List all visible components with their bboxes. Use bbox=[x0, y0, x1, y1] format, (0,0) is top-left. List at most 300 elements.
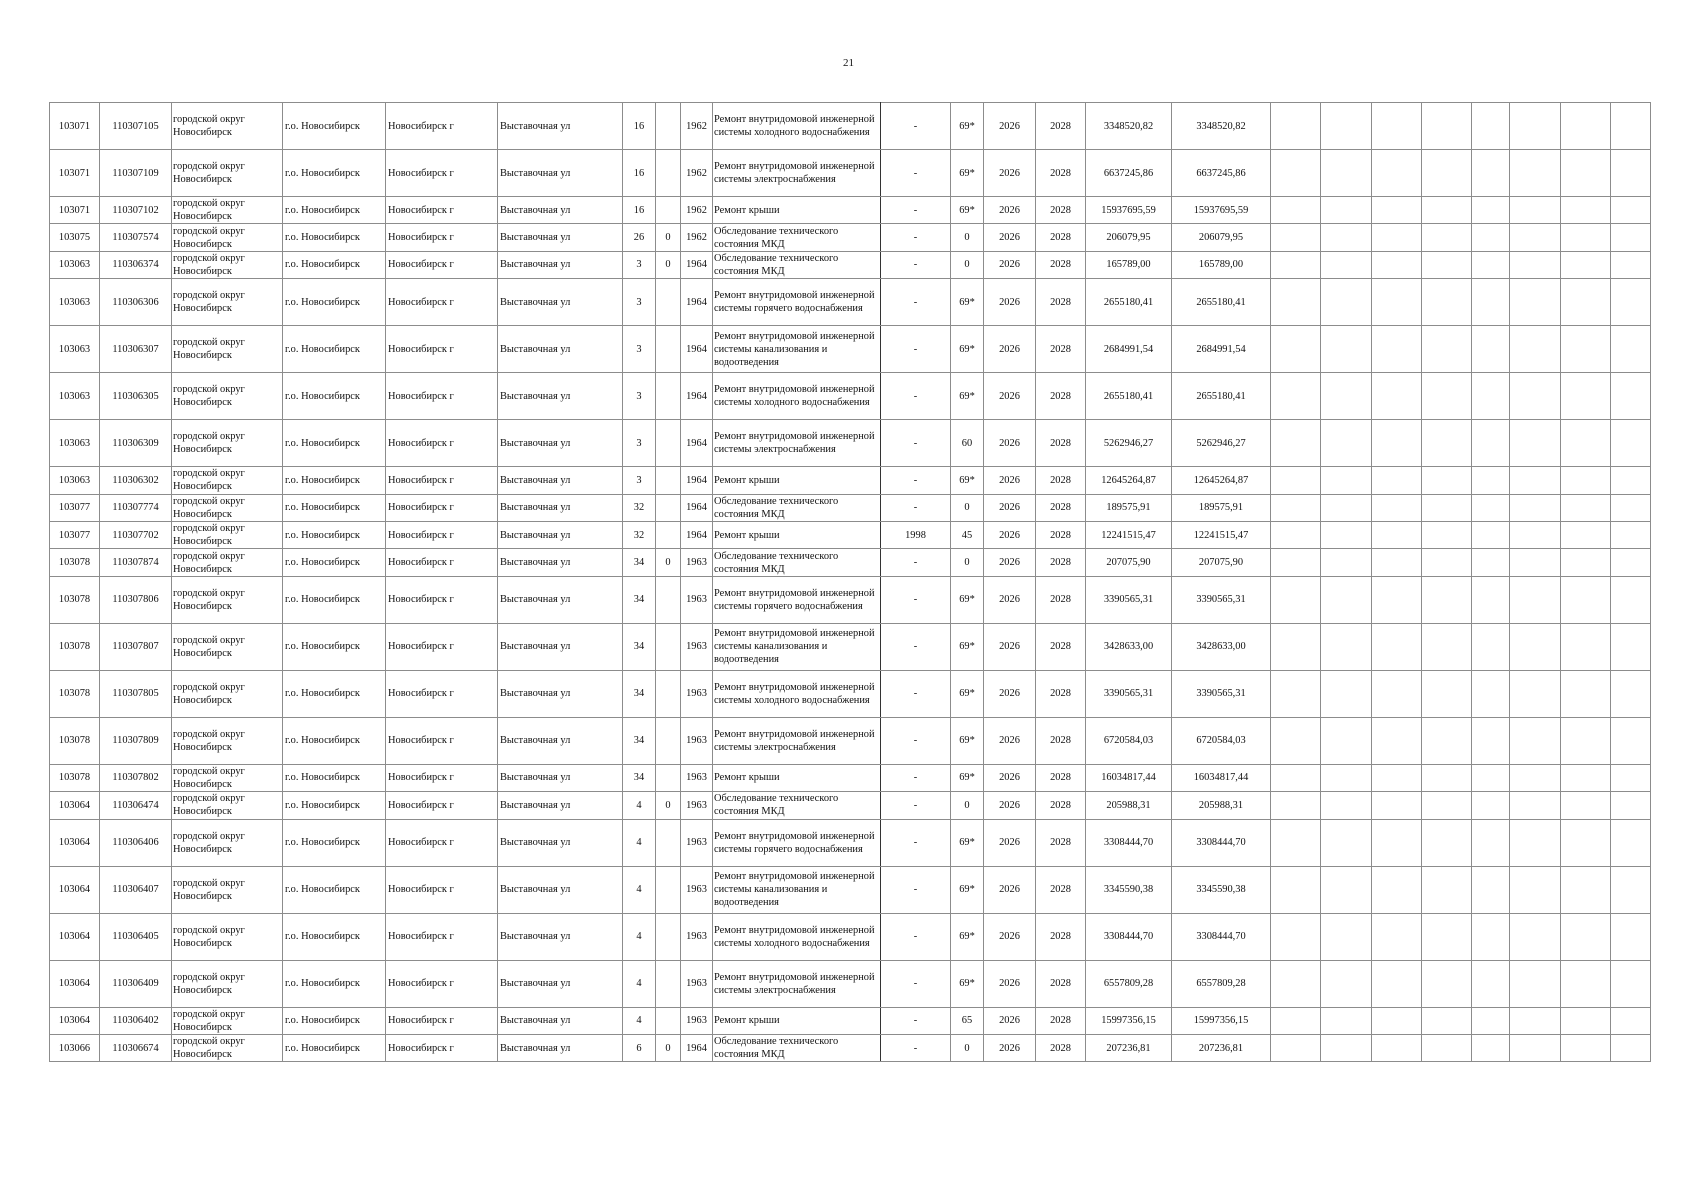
cell-district: городской округ Новосибирск bbox=[172, 792, 283, 819]
cell-building bbox=[656, 279, 681, 326]
cell-empty bbox=[1510, 224, 1561, 251]
cell-empty bbox=[1422, 866, 1472, 913]
cell-empty bbox=[1561, 792, 1611, 819]
cell-plan-year-from: 2026 bbox=[984, 373, 1036, 420]
cell-previous-repair-year: - bbox=[881, 913, 951, 960]
cell-municipality: г.о. Новосибирск bbox=[283, 494, 386, 521]
cell-record-id: 103064 bbox=[50, 1007, 100, 1034]
cell-wear-percent: 69* bbox=[951, 467, 984, 494]
cell-build-year: 1962 bbox=[681, 103, 713, 150]
cell-city: Новосибирск г bbox=[386, 103, 498, 150]
cell-municipality: г.о. Новосибирск bbox=[283, 150, 386, 197]
cell-district: городской округ Новосибирск bbox=[172, 576, 283, 623]
cell-plan-year-from: 2026 bbox=[984, 494, 1036, 521]
cell-plan-year-from: 2026 bbox=[984, 197, 1036, 224]
cell-cost: 2655180,41 bbox=[1086, 279, 1172, 326]
cell-build-year: 1963 bbox=[681, 717, 713, 764]
cell-empty bbox=[1611, 1007, 1651, 1034]
cell-cost: 3390565,31 bbox=[1086, 670, 1172, 717]
cell-house: 34 bbox=[623, 576, 656, 623]
cell-work-type: Ремонт внутридомовой инженерной системы канализования и водоотведения bbox=[713, 623, 881, 670]
cell-plan-year-to: 2028 bbox=[1036, 1007, 1086, 1034]
cell-empty bbox=[1422, 576, 1472, 623]
cell-wear-percent: 0 bbox=[951, 549, 984, 576]
cell-previous-repair-year: - bbox=[881, 197, 951, 224]
cell-house: 3 bbox=[623, 326, 656, 373]
cell-house: 6 bbox=[623, 1034, 656, 1061]
cell-empty bbox=[1422, 623, 1472, 670]
cell-street: Выставочная ул bbox=[498, 913, 623, 960]
cell-wear-percent: 69* bbox=[951, 150, 984, 197]
cell-empty bbox=[1271, 549, 1321, 576]
cell-empty bbox=[1472, 960, 1510, 1007]
cell-city: Новосибирск г bbox=[386, 420, 498, 467]
cell-build-year: 1963 bbox=[681, 764, 713, 791]
table-row bbox=[50, 373, 1651, 420]
cell-municipality: г.о. Новосибирск bbox=[283, 251, 386, 278]
cell-wear-percent: 69* bbox=[951, 960, 984, 1007]
cell-house: 3 bbox=[623, 279, 656, 326]
cell-empty bbox=[1372, 1007, 1422, 1034]
cell-building bbox=[656, 521, 681, 548]
cell-empty bbox=[1611, 1034, 1651, 1061]
cell-empty bbox=[1510, 764, 1561, 791]
cell-street: Выставочная ул bbox=[498, 251, 623, 278]
cell-empty bbox=[1561, 103, 1611, 150]
cell-build-year: 1963 bbox=[681, 913, 713, 960]
table-row bbox=[50, 670, 1651, 717]
cell-empty bbox=[1372, 420, 1422, 467]
cell-empty bbox=[1510, 197, 1561, 224]
cell-build-year: 1963 bbox=[681, 866, 713, 913]
cell-street: Выставочная ул bbox=[498, 1007, 623, 1034]
cell-municipality: г.о. Новосибирск bbox=[283, 670, 386, 717]
cell-district: городской округ Новосибирск bbox=[172, 521, 283, 548]
cell-work-type: Ремонт внутридомовой инженерной системы канализования и водоотведения bbox=[713, 866, 881, 913]
cell-work-type: Ремонт внутридомовой инженерной системы электроснабжения bbox=[713, 420, 881, 467]
cell-building bbox=[656, 960, 681, 1007]
cell-empty bbox=[1321, 521, 1372, 548]
cell-empty bbox=[1271, 251, 1321, 278]
cell-wear-percent: 69* bbox=[951, 623, 984, 670]
cell-work-type: Обследование технического состояния МКД bbox=[713, 549, 881, 576]
cell-district: городской округ Новосибирск bbox=[172, 326, 283, 373]
cell-plan-year-to: 2028 bbox=[1036, 960, 1086, 1007]
cell-empty bbox=[1271, 224, 1321, 251]
cell-empty bbox=[1472, 1007, 1510, 1034]
cell-empty bbox=[1372, 1034, 1422, 1061]
cell-empty bbox=[1472, 251, 1510, 278]
cell-empty bbox=[1561, 373, 1611, 420]
cell-work-code: 110307805 bbox=[100, 670, 172, 717]
cell-empty bbox=[1472, 623, 1510, 670]
cell-build-year: 1963 bbox=[681, 1007, 713, 1034]
cell-work-code: 110307109 bbox=[100, 150, 172, 197]
cell-empty bbox=[1321, 494, 1372, 521]
cell-city: Новосибирск г bbox=[386, 373, 498, 420]
cell-empty bbox=[1561, 866, 1611, 913]
cell-city: Новосибирск г bbox=[386, 717, 498, 764]
cell-city: Новосибирск г bbox=[386, 467, 498, 494]
cell-plan-year-from: 2026 bbox=[984, 279, 1036, 326]
cell-street: Выставочная ул bbox=[498, 764, 623, 791]
cell-record-id: 103071 bbox=[50, 197, 100, 224]
cell-house: 3 bbox=[623, 420, 656, 467]
cell-work-type: Ремонт внутридомовой инженерной системы холодного водоснабжения bbox=[713, 373, 881, 420]
cell-plan-year-from: 2026 bbox=[984, 792, 1036, 819]
cell-house: 32 bbox=[623, 494, 656, 521]
cell-record-id: 103071 bbox=[50, 150, 100, 197]
cell-cost: 3348520,82 bbox=[1086, 103, 1172, 150]
cell-empty bbox=[1510, 549, 1561, 576]
cell-empty bbox=[1321, 224, 1372, 251]
cell-total-cost: 189575,91 bbox=[1172, 494, 1271, 521]
cell-building bbox=[656, 373, 681, 420]
cell-empty bbox=[1321, 576, 1372, 623]
table-row bbox=[50, 576, 1651, 623]
cell-work-code: 110306402 bbox=[100, 1007, 172, 1034]
cell-plan-year-from: 2026 bbox=[984, 866, 1036, 913]
cell-building bbox=[656, 717, 681, 764]
cell-record-id: 103064 bbox=[50, 913, 100, 960]
cell-work-code: 110306374 bbox=[100, 251, 172, 278]
cell-previous-repair-year: - bbox=[881, 819, 951, 866]
cell-district: городской округ Новосибирск bbox=[172, 549, 283, 576]
cell-empty bbox=[1561, 819, 1611, 866]
cell-building: 0 bbox=[656, 224, 681, 251]
table-row bbox=[50, 549, 1651, 576]
cell-empty bbox=[1321, 279, 1372, 326]
cell-cost: 12645264,87 bbox=[1086, 467, 1172, 494]
cell-empty bbox=[1472, 819, 1510, 866]
cell-municipality: г.о. Новосибирск bbox=[283, 521, 386, 548]
cell-empty bbox=[1510, 623, 1561, 670]
cell-empty bbox=[1611, 420, 1651, 467]
cell-empty bbox=[1422, 913, 1472, 960]
cell-plan-year-to: 2028 bbox=[1036, 224, 1086, 251]
cell-empty bbox=[1422, 494, 1472, 521]
cell-empty bbox=[1510, 326, 1561, 373]
cell-street: Выставочная ул bbox=[498, 866, 623, 913]
table-row bbox=[50, 420, 1651, 467]
cell-city: Новосибирск г bbox=[386, 279, 498, 326]
cell-total-cost: 205988,31 bbox=[1172, 792, 1271, 819]
cell-build-year: 1963 bbox=[681, 792, 713, 819]
cell-house: 4 bbox=[623, 913, 656, 960]
cell-city: Новосибирск г bbox=[386, 1007, 498, 1034]
cell-previous-repair-year: - bbox=[881, 866, 951, 913]
cell-city: Новосибирск г bbox=[386, 1034, 498, 1061]
cell-empty bbox=[1372, 197, 1422, 224]
cell-total-cost: 3390565,31 bbox=[1172, 576, 1271, 623]
cell-empty bbox=[1611, 764, 1651, 791]
cell-plan-year-from: 2026 bbox=[984, 420, 1036, 467]
cell-district: городской округ Новосибирск bbox=[172, 866, 283, 913]
cell-empty bbox=[1372, 792, 1422, 819]
cell-district: городской округ Новосибирск bbox=[172, 623, 283, 670]
cell-cost: 207075,90 bbox=[1086, 549, 1172, 576]
cell-empty bbox=[1321, 467, 1372, 494]
cell-empty bbox=[1422, 1034, 1472, 1061]
cell-previous-repair-year: - bbox=[881, 960, 951, 1007]
cell-previous-repair-year: - bbox=[881, 764, 951, 791]
cell-street: Выставочная ул bbox=[498, 792, 623, 819]
cell-work-code: 110306306 bbox=[100, 279, 172, 326]
cell-build-year: 1962 bbox=[681, 224, 713, 251]
cell-record-id: 103078 bbox=[50, 764, 100, 791]
cell-previous-repair-year: - bbox=[881, 1007, 951, 1034]
cell-total-cost: 3308444,70 bbox=[1172, 913, 1271, 960]
cell-wear-percent: 69* bbox=[951, 197, 984, 224]
cell-empty bbox=[1611, 103, 1651, 150]
cell-empty bbox=[1372, 549, 1422, 576]
cell-plan-year-to: 2028 bbox=[1036, 913, 1086, 960]
cell-cost: 3390565,31 bbox=[1086, 576, 1172, 623]
table-row bbox=[50, 623, 1651, 670]
cell-wear-percent: 0 bbox=[951, 494, 984, 521]
cell-work-type: Ремонт внутридомовой инженерной системы электроснабжения bbox=[713, 960, 881, 1007]
cell-total-cost: 3308444,70 bbox=[1172, 819, 1271, 866]
cell-empty bbox=[1561, 521, 1611, 548]
cell-empty bbox=[1422, 819, 1472, 866]
cell-empty bbox=[1321, 420, 1372, 467]
cell-record-id: 103078 bbox=[50, 549, 100, 576]
table-row bbox=[50, 764, 1651, 791]
cell-cost: 205988,31 bbox=[1086, 792, 1172, 819]
cell-empty bbox=[1472, 197, 1510, 224]
table-row bbox=[50, 866, 1651, 913]
cell-empty bbox=[1510, 467, 1561, 494]
cell-district: городской округ Новосибирск bbox=[172, 251, 283, 278]
cell-empty bbox=[1321, 103, 1372, 150]
cell-district: городской округ Новосибирск bbox=[172, 467, 283, 494]
cell-empty bbox=[1472, 521, 1510, 548]
cell-empty bbox=[1422, 373, 1472, 420]
cell-previous-repair-year: 1998 bbox=[881, 521, 951, 548]
cell-record-id: 103077 bbox=[50, 494, 100, 521]
cell-previous-repair-year: - bbox=[881, 792, 951, 819]
cell-work-code: 110306307 bbox=[100, 326, 172, 373]
cell-municipality: г.о. Новосибирск bbox=[283, 197, 386, 224]
cell-empty bbox=[1321, 623, 1372, 670]
cell-empty bbox=[1472, 792, 1510, 819]
cell-plan-year-from: 2026 bbox=[984, 224, 1036, 251]
cell-empty bbox=[1271, 819, 1321, 866]
cell-empty bbox=[1321, 1007, 1372, 1034]
cell-record-id: 103064 bbox=[50, 960, 100, 1007]
cell-plan-year-from: 2026 bbox=[984, 623, 1036, 670]
cell-record-id: 103063 bbox=[50, 326, 100, 373]
cell-previous-repair-year: - bbox=[881, 373, 951, 420]
cell-empty bbox=[1372, 279, 1422, 326]
cell-build-year: 1964 bbox=[681, 494, 713, 521]
cell-build-year: 1963 bbox=[681, 819, 713, 866]
cell-total-cost: 3428633,00 bbox=[1172, 623, 1271, 670]
cell-record-id: 103063 bbox=[50, 373, 100, 420]
cell-build-year: 1963 bbox=[681, 623, 713, 670]
cell-wear-percent: 69* bbox=[951, 866, 984, 913]
cell-previous-repair-year: - bbox=[881, 326, 951, 373]
cell-empty bbox=[1472, 576, 1510, 623]
cell-work-code: 110306406 bbox=[100, 819, 172, 866]
cell-wear-percent: 69* bbox=[951, 764, 984, 791]
cell-work-code: 110307874 bbox=[100, 549, 172, 576]
cell-work-type: Ремонт крыши bbox=[713, 1007, 881, 1034]
cell-record-id: 103063 bbox=[50, 279, 100, 326]
table-row bbox=[50, 150, 1651, 197]
table-row bbox=[50, 326, 1651, 373]
cell-empty bbox=[1561, 279, 1611, 326]
cell-district: городской округ Новосибирск bbox=[172, 494, 283, 521]
cell-house: 16 bbox=[623, 103, 656, 150]
cell-wear-percent: 69* bbox=[951, 670, 984, 717]
cell-empty bbox=[1321, 549, 1372, 576]
cell-empty bbox=[1321, 197, 1372, 224]
cell-city: Новосибирск г bbox=[386, 549, 498, 576]
cell-city: Новосибирск г bbox=[386, 197, 498, 224]
cell-empty bbox=[1271, 1007, 1321, 1034]
cell-street: Выставочная ул bbox=[498, 1034, 623, 1061]
cell-empty bbox=[1271, 866, 1321, 913]
cell-municipality: г.о. Новосибирск bbox=[283, 373, 386, 420]
cell-plan-year-from: 2026 bbox=[984, 326, 1036, 373]
cell-empty bbox=[1472, 549, 1510, 576]
cell-build-year: 1964 bbox=[681, 420, 713, 467]
cell-empty bbox=[1472, 326, 1510, 373]
cell-record-id: 103078 bbox=[50, 623, 100, 670]
cell-previous-repair-year: - bbox=[881, 623, 951, 670]
table-row bbox=[50, 467, 1651, 494]
cell-total-cost: 3390565,31 bbox=[1172, 670, 1271, 717]
cell-work-code: 110306405 bbox=[100, 913, 172, 960]
cell-street: Выставочная ул bbox=[498, 960, 623, 1007]
cell-empty bbox=[1271, 623, 1321, 670]
cell-plan-year-from: 2026 bbox=[984, 764, 1036, 791]
cell-empty bbox=[1611, 251, 1651, 278]
cell-empty bbox=[1372, 764, 1422, 791]
cell-district: городской округ Новосибирск bbox=[172, 913, 283, 960]
cell-empty bbox=[1561, 717, 1611, 764]
cell-plan-year-from: 2026 bbox=[984, 103, 1036, 150]
cell-plan-year-to: 2028 bbox=[1036, 866, 1086, 913]
cell-street: Выставочная ул bbox=[498, 224, 623, 251]
cell-total-cost: 6557809,28 bbox=[1172, 960, 1271, 1007]
cell-previous-repair-year: - bbox=[881, 1034, 951, 1061]
cell-city: Новосибирск г bbox=[386, 224, 498, 251]
cell-work-code: 110307102 bbox=[100, 197, 172, 224]
cell-work-code: 110307774 bbox=[100, 494, 172, 521]
cell-empty bbox=[1422, 224, 1472, 251]
cell-cost: 2655180,41 bbox=[1086, 373, 1172, 420]
cell-plan-year-to: 2028 bbox=[1036, 1034, 1086, 1061]
cell-empty bbox=[1321, 326, 1372, 373]
cell-building bbox=[656, 467, 681, 494]
cell-empty bbox=[1321, 913, 1372, 960]
cell-empty bbox=[1422, 420, 1472, 467]
cell-work-type: Ремонт внутридомовой инженерной системы холодного водоснабжения bbox=[713, 670, 881, 717]
cell-total-cost: 206079,95 bbox=[1172, 224, 1271, 251]
cell-empty bbox=[1561, 224, 1611, 251]
cell-house: 32 bbox=[623, 521, 656, 548]
cell-empty bbox=[1561, 197, 1611, 224]
cell-cost: 189575,91 bbox=[1086, 494, 1172, 521]
cell-empty bbox=[1271, 279, 1321, 326]
cell-wear-percent: 65 bbox=[951, 1007, 984, 1034]
cell-plan-year-to: 2028 bbox=[1036, 764, 1086, 791]
cell-cost: 6720584,03 bbox=[1086, 717, 1172, 764]
cell-plan-year-from: 2026 bbox=[984, 670, 1036, 717]
cell-empty bbox=[1271, 521, 1321, 548]
cell-empty bbox=[1372, 960, 1422, 1007]
cell-total-cost: 12645264,87 bbox=[1172, 467, 1271, 494]
table-row bbox=[50, 103, 1651, 150]
cell-plan-year-to: 2028 bbox=[1036, 103, 1086, 150]
cell-total-cost: 3348520,82 bbox=[1172, 103, 1271, 150]
cell-district: городской округ Новосибирск bbox=[172, 819, 283, 866]
cell-street: Выставочная ул bbox=[498, 549, 623, 576]
capital-repair-table bbox=[49, 102, 1651, 1062]
cell-empty bbox=[1472, 670, 1510, 717]
cell-building bbox=[656, 326, 681, 373]
cell-previous-repair-year: - bbox=[881, 576, 951, 623]
cell-empty bbox=[1271, 913, 1321, 960]
cell-cost: 16034817,44 bbox=[1086, 764, 1172, 791]
cell-empty bbox=[1422, 197, 1472, 224]
cell-empty bbox=[1271, 960, 1321, 1007]
cell-empty bbox=[1611, 549, 1651, 576]
cell-city: Новосибирск г bbox=[386, 521, 498, 548]
cell-street: Выставочная ул bbox=[498, 373, 623, 420]
cell-previous-repair-year: - bbox=[881, 494, 951, 521]
cell-build-year: 1962 bbox=[681, 150, 713, 197]
cell-empty bbox=[1510, 913, 1561, 960]
cell-city: Новосибирск г bbox=[386, 494, 498, 521]
cell-house: 4 bbox=[623, 960, 656, 1007]
cell-empty bbox=[1422, 670, 1472, 717]
cell-district: городской округ Новосибирск bbox=[172, 224, 283, 251]
cell-street: Выставочная ул bbox=[498, 494, 623, 521]
cell-house: 4 bbox=[623, 1007, 656, 1034]
cell-district: городской округ Новосибирск bbox=[172, 373, 283, 420]
cell-district: городской округ Новосибирск bbox=[172, 197, 283, 224]
cell-house: 34 bbox=[623, 549, 656, 576]
cell-build-year: 1964 bbox=[681, 521, 713, 548]
cell-cost: 3308444,70 bbox=[1086, 819, 1172, 866]
cell-empty bbox=[1510, 866, 1561, 913]
cell-municipality: г.о. Новосибирск bbox=[283, 913, 386, 960]
cell-work-type: Ремонт внутридомовой инженерной системы горячего водоснабжения bbox=[713, 819, 881, 866]
cell-empty bbox=[1422, 150, 1472, 197]
cell-total-cost: 2684991,54 bbox=[1172, 326, 1271, 373]
cell-work-code: 110307806 bbox=[100, 576, 172, 623]
cell-empty bbox=[1510, 521, 1561, 548]
cell-empty bbox=[1472, 103, 1510, 150]
cell-city: Новосибирск г bbox=[386, 150, 498, 197]
cell-house: 34 bbox=[623, 623, 656, 670]
cell-build-year: 1964 bbox=[681, 373, 713, 420]
cell-total-cost: 16034817,44 bbox=[1172, 764, 1271, 791]
cell-work-type: Ремонт крыши bbox=[713, 764, 881, 791]
cell-building bbox=[656, 494, 681, 521]
cell-empty bbox=[1271, 494, 1321, 521]
cell-empty bbox=[1372, 670, 1422, 717]
cell-empty bbox=[1611, 373, 1651, 420]
cell-record-id: 103063 bbox=[50, 251, 100, 278]
cell-empty bbox=[1561, 1034, 1611, 1061]
cell-empty bbox=[1472, 866, 1510, 913]
cell-street: Выставочная ул bbox=[498, 819, 623, 866]
cell-build-year: 1964 bbox=[681, 279, 713, 326]
